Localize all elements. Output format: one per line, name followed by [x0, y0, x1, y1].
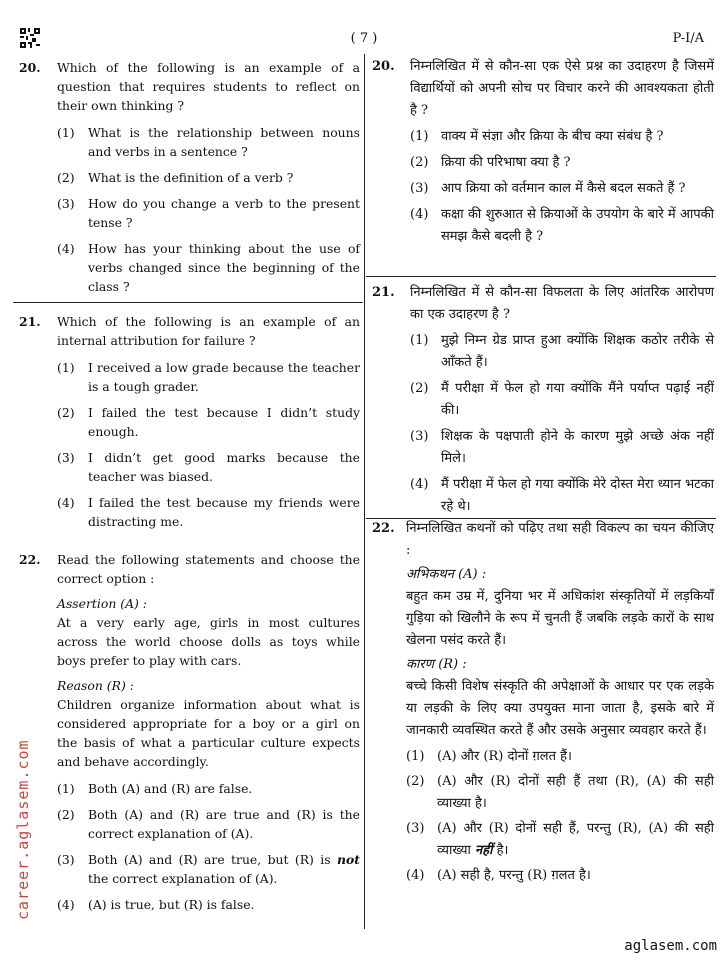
option-number: (2) [406, 774, 425, 789]
option-number: (4) [57, 495, 75, 510]
options-list [410, 330, 714, 518]
column-divider [364, 54, 365, 929]
options-list [57, 779, 360, 914]
option [410, 178, 714, 200]
option-text: How do you change a verb to the present tense ? [88, 196, 360, 230]
option [57, 895, 360, 914]
option-text: मैं परीक्षा में फेल हो गया क्योंकि मैंने पर्याप्त पढ़ाई नहीं की। [441, 381, 714, 418]
option [410, 426, 714, 470]
option-text: मुझे निम्न ग्रेड प्राप्त हुआ क्योंकि शिक्षक कठोर तरीके से आँकते हैं। [441, 333, 714, 370]
option [410, 126, 714, 148]
option-emphasis: नहीं [475, 843, 493, 858]
option-text-after: है। [492, 843, 509, 858]
assertion-text: बहुत कम उम्र में, दुनिया भर में अधिकांश संस्कृतियों में लड़कियाँ गुड़िया को खिलौने के रूप में चुनती हैं जबकि लड़के कारों के साथ खेलना पसंद करते हैं। [406, 589, 714, 648]
option [57, 448, 360, 486]
option-number: (4) [410, 477, 429, 492]
option [57, 358, 360, 396]
option [410, 152, 714, 174]
watermark-vertical: career.aglasem.com [14, 739, 32, 920]
options-list [410, 126, 714, 248]
assertion-label: अभिकथन (A) : [406, 567, 487, 582]
reason-text: Children organize information about what is considered appropriate for a boy or a girl on the basis of what a particular culture expects and behave accordingly. [57, 697, 360, 769]
option-text: I received a low grade because the teacher is a tough grader. [88, 360, 360, 394]
option-text: (A) और (R) दोनों सही हैं तथा (R), (A) की सही व्याख्या है। [437, 774, 714, 811]
question-number: 21. [372, 285, 395, 300]
option [410, 474, 714, 518]
question-number: 21. [19, 314, 41, 329]
option-text: Both (A) and (R) are false. [88, 781, 253, 796]
question-20 [15, 58, 360, 302]
option [57, 493, 360, 531]
option [410, 204, 714, 248]
option-text: I failed the test because I didn’t study enough. [88, 405, 360, 439]
option-text-before: Both (A) and (R) are true, but (R) is [88, 852, 337, 867]
question-22-hindi [368, 518, 714, 887]
option-number: (2) [57, 405, 75, 420]
options-list [57, 358, 360, 531]
option [406, 865, 714, 887]
option [57, 805, 360, 843]
option-number: (4) [406, 868, 425, 883]
option [57, 239, 360, 296]
option-number: (1) [57, 781, 75, 796]
question-text: निम्नलिखित में से कौन-सा एक ऐसे प्रश्न का उदाहरण है जिसमें विद्यार्थियों को अपनी सोच पर विचार करने की आवश्यकता होती है ? [410, 59, 714, 118]
option-number: (1) [410, 333, 429, 348]
option-number: (2) [410, 155, 429, 170]
option [57, 850, 360, 888]
question-21-hindi [368, 282, 714, 518]
option-text: कक्षा की शुरुआत से क्रियाओं के उपयोग के बारे में आपकी समझ कैसे बदली है ? [441, 207, 714, 244]
english-column [15, 58, 360, 921]
option [57, 123, 360, 161]
option [406, 771, 714, 815]
question-text: निम्नलिखित में से कौन-सा विफलता के लिए आंतरिक आरोपण का एक उदाहरण है ? [410, 285, 714, 322]
option-text: क्रिया की परिभाषा क्या है ? [441, 155, 571, 170]
reason-text: बच्चे किसी विशेष संस्कृति की अपेक्षाओं के आधार पर एक लड़के या लड़की के लिए क्या उपयुक्त माना जाता है, इसके बारे में जानकारी व्यवस्थित करते हैं और उसके अनुसार व्यवहार करते हैं। [406, 679, 714, 738]
option-text: I didn’t get good marks because the teacher was biased. [88, 450, 360, 484]
option-text: आप क्रिया को वर्तमान काल में कैसे बदल सकते हैं ? [441, 181, 686, 196]
assertion-text: At a very early age, girls in most cultures across the world choose dolls as toys while boys prefer to play with cars. [57, 615, 360, 668]
option-text: How has your thinking about the use of verbs changed since the beginning of the class ? [88, 241, 360, 294]
question-text: निम्नलिखित कथनों को पढ़िए तथा सही विकल्प का चयन कीजिए : [406, 521, 714, 558]
question-number: 20. [372, 59, 395, 74]
question-text: Which of the following is an example of an internal attribution for failure ? [57, 314, 360, 348]
option-number: (1) [57, 360, 75, 375]
option [406, 818, 714, 862]
option-number: (3) [57, 196, 75, 211]
hindi-column [368, 56, 714, 890]
question-number: 22. [19, 552, 41, 567]
option [57, 779, 360, 798]
question-number: 22. [372, 521, 395, 536]
option [406, 746, 714, 768]
option-text: Both (A) and (R) are true and (R) is the correct explanation of (A). [88, 807, 360, 841]
option-text: What is the relationship between nouns and verbs in a sentence ? [88, 125, 360, 159]
option-text-before: (A) और (R) दोनों सही हैं, परन्तु (R), (A) की सही व्याख्या [437, 821, 714, 858]
option-number: (2) [57, 170, 75, 185]
option-number: (4) [410, 207, 429, 222]
question-number: 20. [19, 60, 41, 75]
question-text: Read the following statements and choose the correct option : [57, 552, 360, 586]
option-number: (3) [57, 450, 75, 465]
qr-code-icon [20, 28, 40, 48]
option-text-after: the correct explanation of (A). [88, 871, 278, 886]
option-number: (3) [406, 821, 425, 836]
options-list [57, 123, 360, 296]
option-text: (A) और (R) दोनों ग़लत हैं। [437, 749, 572, 764]
option-number: (3) [410, 181, 429, 196]
paper-code: P-I/A [672, 31, 704, 46]
option [57, 403, 360, 441]
question-22 [15, 550, 360, 914]
option-number: (1) [410, 129, 429, 144]
question-20-hindi [368, 56, 714, 274]
option-number: (2) [57, 807, 75, 822]
option-number: (4) [57, 897, 75, 912]
option [57, 194, 360, 232]
assertion-label: Assertion (A) : [57, 596, 147, 611]
option [57, 168, 360, 187]
option-number: (2) [410, 381, 429, 396]
option-number: (3) [410, 429, 429, 444]
reason-label: कारण (R) : [406, 657, 467, 672]
option-text: वाक्य में संज्ञा और क्रिया के बीच क्या संबंध है ? [441, 129, 664, 144]
question-21 [15, 312, 360, 550]
options-list [406, 746, 714, 887]
watermark-footer: aglasem.com [624, 938, 717, 954]
option [410, 378, 714, 422]
option-number: (1) [57, 125, 75, 140]
question-text: Which of the following is an example of a question that requires students to reflect on their own thinking ? [57, 60, 360, 113]
option [410, 330, 714, 374]
option-number: (1) [406, 749, 425, 764]
option-text: What is the definition of a verb ? [88, 170, 294, 185]
option-text: मैं परीक्षा में फेल हो गया क्योंकि मेरे दोस्त मेरा ध्यान भटका रहे थे। [441, 477, 714, 514]
option-text: शिक्षक के पक्षपाती होने के कारण मुझे अच्छे अंक नहीं मिले। [441, 429, 714, 466]
page-number: ( 7 ) [350, 31, 378, 46]
option-emphasis: not [337, 852, 360, 867]
reason-label: Reason (R) : [57, 678, 134, 693]
option-text: (A) is true, but (R) is false. [88, 897, 255, 912]
option-text: I failed the test because my friends were distracting me. [88, 495, 360, 529]
option-number: (3) [57, 852, 75, 867]
option-number: (4) [57, 241, 75, 256]
option-text: (A) सही है, परन्तु (R) ग़लत है। [437, 868, 591, 883]
